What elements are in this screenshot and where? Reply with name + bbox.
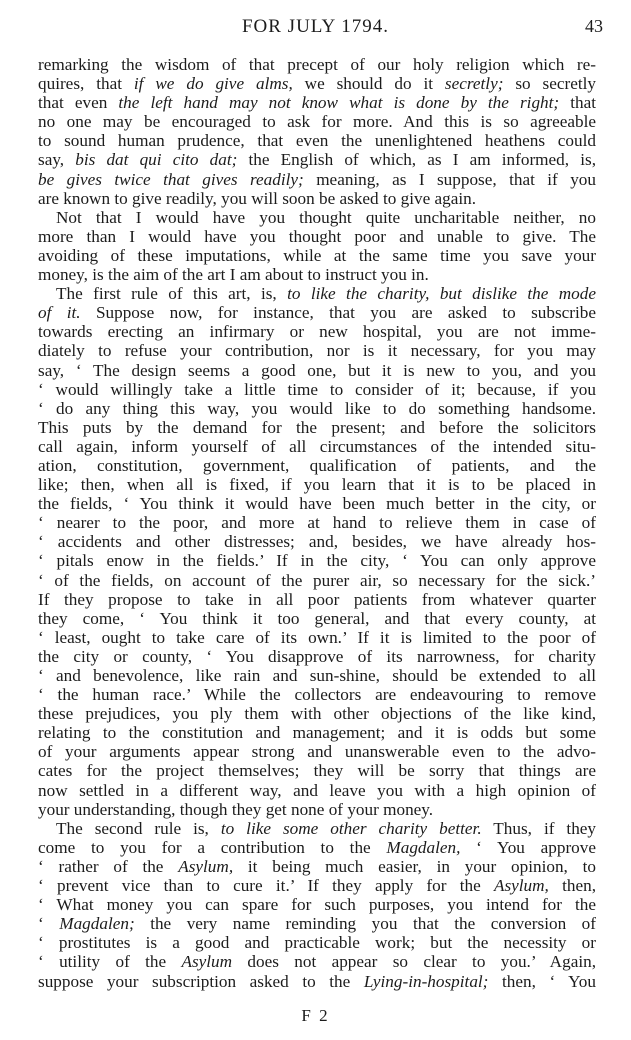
text-line	[38, 208, 596, 227]
text-run: then, ‘ You	[488, 971, 596, 991]
text-run: to sound human prudence, that even the unenlightened heathens could	[38, 131, 596, 151]
text-line	[38, 666, 596, 685]
italic-text: to like some other charity better.	[220, 818, 482, 838]
text-line	[38, 437, 596, 456]
text-line	[38, 914, 596, 933]
signature-mark: F 2	[301, 1006, 330, 1025]
text-run: suppose your subscription asked to the	[38, 971, 364, 991]
text-line	[38, 74, 596, 93]
text-line	[38, 475, 596, 494]
text-run: Suppose now, for instance, that you are asked to subscribe	[80, 303, 596, 323]
text-line	[38, 494, 596, 513]
text-line	[38, 284, 596, 303]
italic-text: bis dat qui cito dat;	[75, 150, 238, 170]
page-number: 43	[585, 16, 603, 36]
text-run: no one may be encouraged to ask for more. And this is so agreeable	[38, 112, 596, 132]
text-line	[38, 513, 596, 532]
text-run: ‘ nearer to the poor, and more at hand to relieve them in case of	[38, 513, 596, 533]
italic-text: be gives twice that gives readily;	[38, 169, 304, 189]
text-line	[38, 761, 596, 780]
text-line	[38, 952, 596, 971]
text-run: they come, ‘ You think it too general, and that every county, at	[38, 608, 596, 628]
text-run: like; then, when all is fixed, if you learn that it is to be placed in	[38, 475, 596, 495]
text-run: these prejudices, you ply them with other objections of the like kind,	[38, 704, 596, 724]
text-run: ‘ You approve	[460, 837, 596, 857]
text-run: ‘ of the fields, on account of the purer air, so necessary for the sick.’	[38, 570, 596, 590]
text-line	[38, 227, 596, 246]
text-run: meaning, as I suppose, that if you	[303, 169, 596, 189]
italic-text: of it.	[38, 303, 81, 323]
text-run: ation, constitution, government, qualification of patients, and the	[38, 455, 596, 475]
text-line	[38, 418, 596, 437]
text-run: call again, inform yourself of all circumstances of the intended situ-	[38, 436, 596, 456]
text-run: come to you for a contribution to the	[38, 837, 387, 857]
text-line	[38, 628, 596, 647]
text-line	[38, 857, 596, 876]
text-line	[38, 265, 596, 284]
text-run: the very name reminding you that the conversion of	[134, 914, 596, 934]
italic-text: secretly;	[444, 74, 504, 94]
text-run: quires, that	[38, 74, 134, 94]
text-run: ‘ pitals enow in the fields.’ If in the city, ‘ You can only approve	[38, 551, 596, 571]
text-run: avoiding of these imputations, while at the same time you save your	[38, 245, 596, 265]
italic-text: to like the charity, but dislike the mode	[287, 284, 597, 304]
text-run: ‘ prostitutes is a good and practicable work; but the necessity or	[38, 933, 596, 953]
italic-text: Magdalen,	[386, 837, 461, 857]
text-run: say, ‘ The design seems a good one, but it is new to you, and you	[38, 360, 596, 380]
text-run: the English of which, as I am informed, is,	[237, 150, 596, 170]
text-run: are known to give readily, you will soon be asked to give again.	[38, 188, 477, 208]
running-title: FOR JULY 1794.	[241, 16, 390, 37]
text-run: say,	[38, 150, 76, 170]
text-line	[38, 551, 596, 570]
text-run: Thus, if they	[481, 818, 597, 838]
text-run: This puts by the demand for the present; and before the solicitors	[38, 417, 596, 437]
text-line	[38, 532, 596, 551]
text-run: ‘ and benevolence, like rain and sun-shine, should be extended to all	[38, 666, 596, 685]
text-run: ‘ the human race.’ While the collectors are endeavouring to remove	[38, 685, 596, 705]
italic-text: Asylum,	[493, 876, 549, 896]
text-run: remarking the wisdom of that precept of our holy religion which re-	[38, 55, 596, 74]
text-line	[38, 876, 596, 895]
text-run: ‘ accidents and other distresses; and, besides, we have already hos-	[38, 532, 596, 552]
text-line	[38, 685, 596, 704]
text-run: it being much easier, in your opinion, to	[233, 856, 596, 876]
italic-text: Magdalen;	[59, 914, 135, 934]
text-run: ‘ least, ought to take care of its own.’ If it is limited to the poor of	[38, 627, 596, 647]
italic-text: Asylum	[181, 952, 233, 972]
text-line	[38, 781, 596, 800]
text-run: ‘ What money you can spare for such purposes, you intend for the	[38, 895, 596, 915]
text-run: now settled in a different way, and leave you with a high opinion of	[38, 780, 596, 800]
text-run: then,	[548, 876, 596, 896]
text-run: ‘	[38, 914, 60, 934]
text-run: of your arguments appear strong and unanswerable even to the advo-	[38, 742, 596, 762]
italic-text: Asylum,	[178, 856, 234, 876]
text-line	[38, 838, 596, 857]
text-run: ‘ rather of the	[38, 856, 179, 876]
text-run: that even	[38, 93, 119, 113]
text-line	[38, 322, 596, 341]
text-line	[38, 723, 596, 742]
text-line	[38, 895, 596, 914]
text-line	[38, 131, 596, 150]
text-run: the fields, ‘ You think it would have been much better in the city, or	[38, 494, 596, 514]
text-run: If they propose to take in all poor patients from whatever quarter	[38, 589, 596, 609]
text-line	[38, 800, 596, 819]
text-line	[38, 704, 596, 723]
text-line	[38, 972, 596, 991]
text-line	[38, 609, 596, 628]
text-line	[38, 170, 596, 189]
text-line	[38, 647, 596, 666]
running-head	[0, 16, 631, 44]
text-run: that	[559, 93, 596, 113]
text-line	[38, 380, 596, 399]
text-line	[38, 456, 596, 475]
italic-text: Lying-in-hospital;	[363, 971, 489, 991]
text-line	[38, 303, 596, 322]
italic-text: the left hand may not know what is done by the right;	[118, 93, 560, 113]
text-run: does not appear so clear to you.’ Again,	[232, 952, 596, 972]
text-run: ‘ would willingly take a little time to consider of it; because, if you	[38, 379, 596, 399]
body-text	[38, 55, 596, 991]
text-line	[38, 112, 596, 131]
text-run: your understanding, though they get none of your money.	[38, 799, 434, 819]
text-line	[38, 55, 596, 74]
text-run: the city or county, ‘ You disapprove of its narrowness, for charity	[38, 646, 596, 666]
text-run: we should do it	[292, 74, 445, 94]
text-line	[38, 189, 596, 208]
text-line	[38, 571, 596, 590]
text-run: so secretly	[503, 74, 596, 94]
italic-text: if we do give alms,	[133, 74, 293, 94]
text-line	[38, 341, 596, 360]
text-run: ‘ do any thing this way, you would like to do something handsome.	[38, 398, 596, 418]
text-run: ‘ utility of the	[38, 952, 182, 972]
text-run: cates for the project themselves; they will be sorry that things are	[38, 761, 596, 781]
text-line	[38, 93, 596, 112]
text-line	[38, 150, 596, 169]
text-run: The second rule is,	[56, 818, 221, 838]
text-line	[38, 819, 596, 838]
text-run: more than I would have you thought poor and unable to give. The	[38, 226, 596, 246]
text-run: money, is the aim of the art I am about to instruct you in.	[38, 265, 429, 285]
text-line	[38, 933, 596, 952]
text-run: relating to the constitution and management; and it is odds but some	[38, 723, 596, 743]
text-run: towards erecting an infirmary or new hospital, you are not imme-	[38, 322, 596, 342]
text-line	[38, 399, 596, 418]
text-line	[38, 742, 596, 761]
text-line	[38, 246, 596, 265]
text-run: Not that I would have you thought quite uncharitable neither, no	[56, 207, 596, 227]
text-run: ‘ prevent vice than to cure it.’ If they apply for the	[38, 876, 494, 896]
text-line	[38, 590, 596, 609]
text-run: diately to refuse your contribution, nor is it necessary, for you may	[38, 341, 596, 361]
text-line	[38, 361, 596, 380]
text-run: The first rule of this art, is,	[56, 284, 288, 304]
